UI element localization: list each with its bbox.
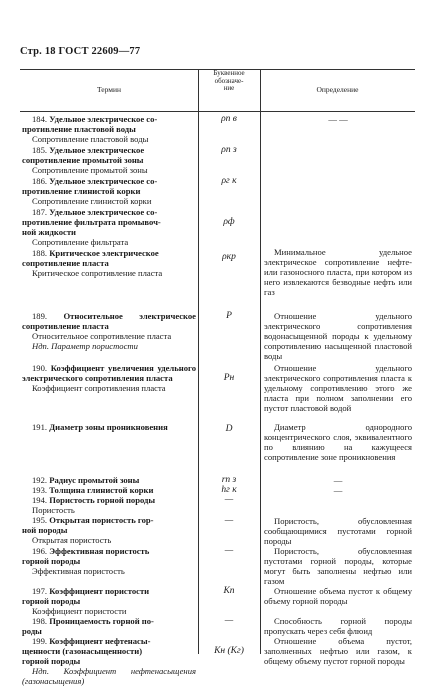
definition-189: Отношение удельного электрического сопротивления водонасыщенной породы к удельному сопротивлению насыщенной пластовой воды [264, 311, 412, 362]
definition-191: Диаметр однородного концентрического слоя, эквивалентного по влиянию на кажущееся сопротивление зоне проникновения [264, 422, 412, 463]
term-190: 190. Коэффициент увеличения удельного электрического сопротивления пласта Коэффициент сопротивления пласта [22, 363, 196, 394]
term-197: 197. Коэффициент пористости горной породы Коэффициент пористости [22, 586, 150, 617]
symbol-192: rп з [221, 475, 237, 485]
term-198: 198. Проницаемость горной по- роды [22, 616, 154, 637]
symbol-199: Kн (Kг) [214, 646, 244, 656]
symbol-195: — [224, 516, 234, 526]
term-187: 187. Удельное электрическое со- противление фильтрата промывоч- ной жидкости Сопротивление фильтрата [22, 207, 161, 248]
column-header-definition: Определение [316, 85, 359, 94]
symbol-198: — [224, 616, 234, 626]
symbol-185: ρп з [221, 145, 237, 155]
term-189: 189. Относительное электрическое сопротивление пласта Относительное сопротивление пласта Ндп. Параметр пористости [22, 311, 196, 352]
definition-196: Пористость, обусловленная пустотами горной породы, которые могут быть заполнены нефтью или газом [264, 546, 412, 587]
symbol-197: Kп [223, 586, 235, 596]
definition-197: Отношение объема пустот к общему объему горной породы [264, 586, 412, 607]
column-header-term: Термин [96, 85, 122, 94]
definition-198: Способность горной породы пропускать через себя флюид [264, 616, 412, 637]
term-192: 192. Радиус промытой зоны [32, 475, 140, 485]
symbol-184: ρп в [221, 114, 237, 124]
table-header-rule [20, 111, 415, 112]
symbol-191: D [225, 424, 233, 434]
symbol-194: — [224, 495, 234, 505]
term-184: 184. Удельное электрическое со- противление пластовой воды Сопротивление пластовой воды [22, 114, 158, 145]
term-188: 188. Критическое электрическое сопротивление пласта Критическое сопротивление пласта [22, 248, 163, 279]
column-divider-1 [198, 69, 199, 654]
term-191: 191. Диаметр зоны проникновения [32, 422, 168, 432]
symbol-188: ρкр [222, 252, 236, 262]
term-193: 193. Толщина глинистой корки [32, 485, 154, 495]
symbol-187: ρф [223, 217, 235, 227]
definition-190: Отношение удельного электрического сопротивления пласта к удельному сопротивлению этого же пласта при полном заполнении его пустот пластовой водой [264, 363, 412, 414]
symbol-190: Pн [223, 373, 235, 383]
symbol-189: P [226, 311, 232, 321]
column-divider-2 [260, 69, 261, 654]
definition-192: — [333, 475, 343, 485]
term-194: 194. Пористость горной породы Пористость [32, 495, 156, 516]
term-199: 199. Коэффициент нефтенасы- щенности (газонасыщенности) горной породы Ндп. Коэффициент нефтенасыщения (газонасыщения) [22, 636, 196, 686]
term-185: 185. Удельное электрическое сопротивление промытой зоны Сопротивление промытой зоны [22, 145, 148, 176]
term-186: 186. Удельное электрическое со- противление глинистой корки Сопротивление глинистой корки [22, 176, 158, 207]
definition-184: — — [328, 114, 348, 124]
symbol-196: — [224, 546, 234, 556]
definition-194: Пористость, обусловленная сообщающимися пустотами горной породы [264, 516, 412, 547]
symbol-186: ρг к [221, 176, 237, 186]
page-header: Стр. 18 ГОСТ 22609—77 [20, 46, 141, 57]
terms-table [20, 69, 415, 686]
definition-193: — [333, 485, 343, 495]
definition-199: Отношение объема пустот, заполненных нефтью или газом, к общему объему пустот горной породы [264, 636, 412, 667]
term-196: 196. Эффективная пористость горной породы Эффективная пористость [22, 546, 150, 577]
column-header-symbol: Буквенное обозначе- ние [213, 69, 245, 93]
term-195: 195. Открытая пористость гор- ной породы Открытая пористость [22, 515, 154, 546]
definition-188: Минимальное удельное электрическое сопротивление нефте- или газоносного пласта, при котором из него извлекаются безводные нефть или газ [264, 247, 412, 298]
symbol-193: hг к [221, 485, 237, 495]
